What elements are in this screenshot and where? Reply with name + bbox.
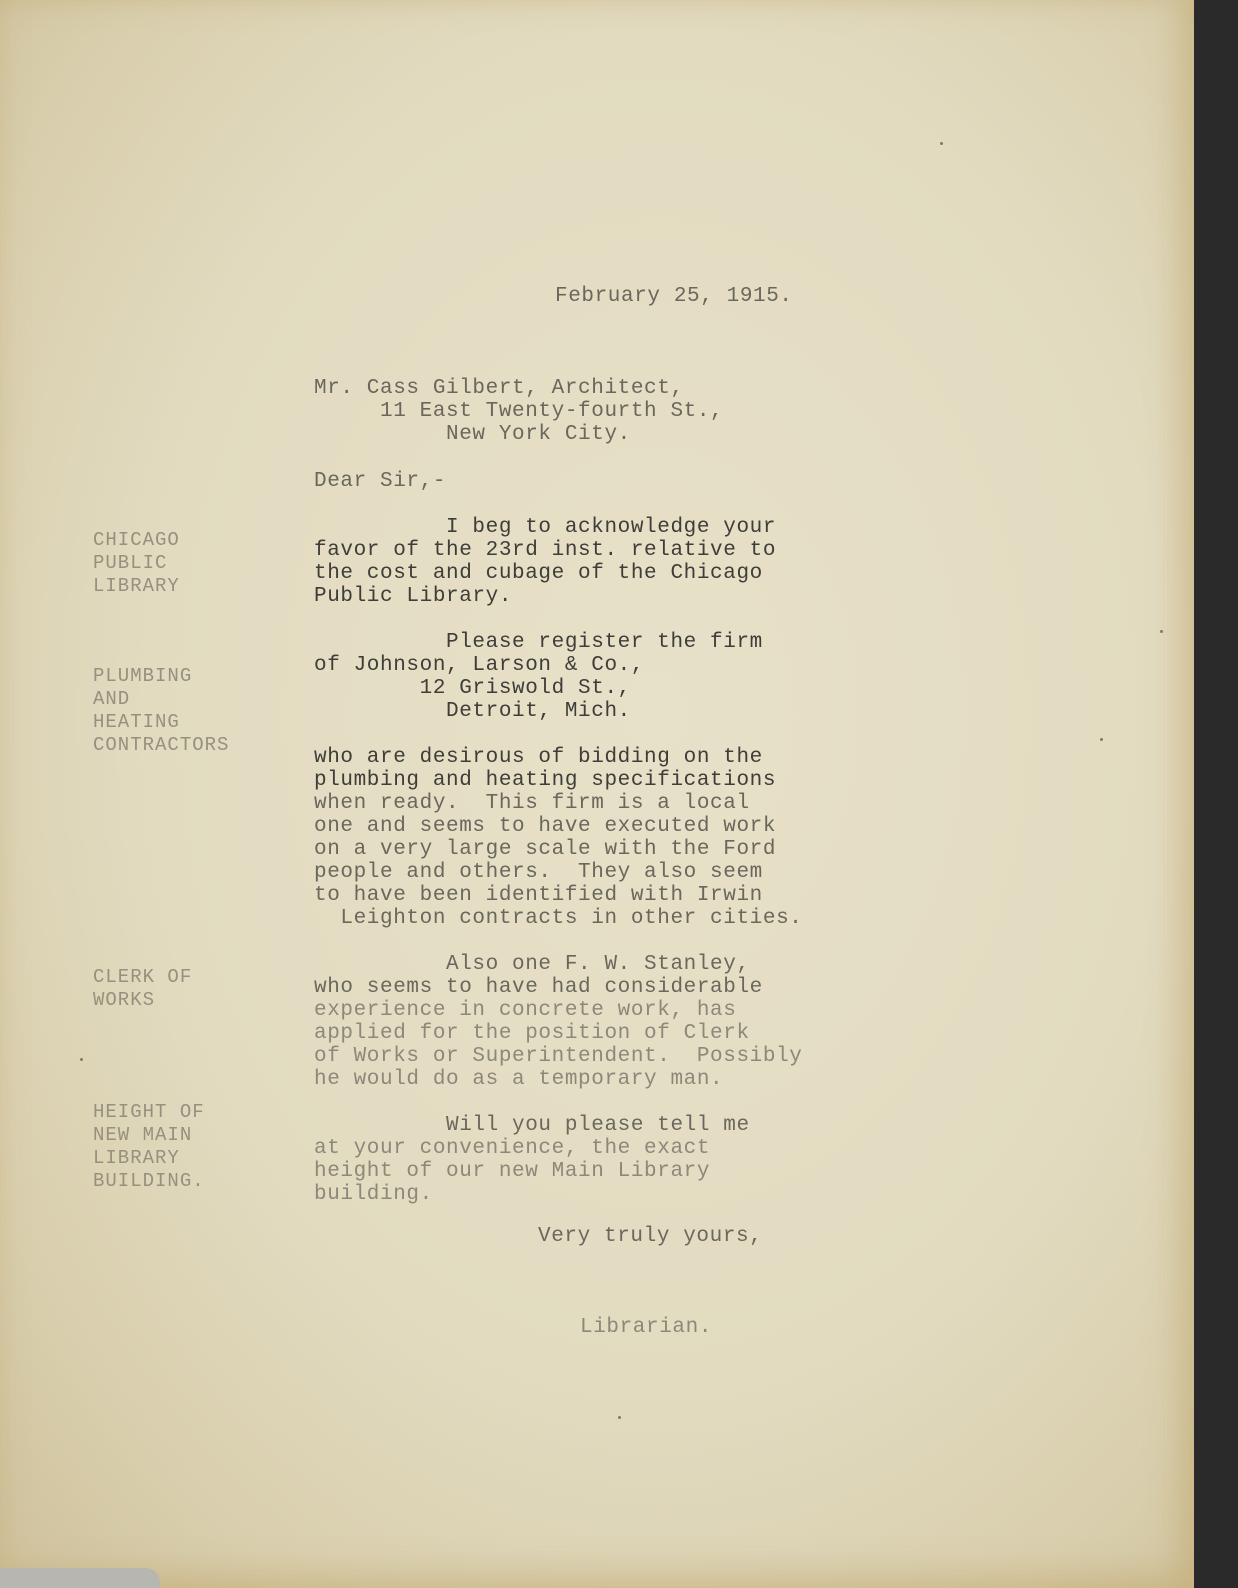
paper-speck bbox=[940, 142, 943, 145]
body-line: who seems to have had considerable bbox=[314, 976, 763, 999]
body-line: Please register the firm bbox=[314, 631, 763, 654]
margin-note-line: PLUMBING bbox=[93, 665, 193, 687]
body-line: people and others. They also seem bbox=[314, 861, 763, 884]
body-line: height of our new Main Library bbox=[314, 1160, 711, 1183]
body-line: at your convenience, the exact bbox=[314, 1137, 711, 1160]
body-line: building. bbox=[314, 1183, 433, 1206]
body-line: who are desirous of bidding on the bbox=[314, 746, 763, 769]
body-line: the cost and cubage of the Chicago bbox=[314, 562, 763, 585]
body-line: plumbing and heating specifications bbox=[314, 769, 777, 792]
body-line: Detroit, Mich. bbox=[314, 700, 631, 723]
margin-note-line: LIBRARY bbox=[93, 575, 180, 597]
margin-note-line: CONTRACTORS bbox=[93, 734, 230, 756]
margin-note-line: LIBRARY bbox=[93, 1147, 180, 1169]
body-line: Public Library. bbox=[314, 585, 513, 608]
body-line: one and seems to have executed work bbox=[314, 815, 777, 838]
letter-date: February 25, 1915. bbox=[555, 285, 793, 308]
margin-note-line: HEATING bbox=[93, 711, 180, 733]
body-line: 12 Griswold St., bbox=[314, 677, 631, 700]
body-line: I beg to acknowledge your bbox=[314, 516, 777, 539]
salutation: Dear Sir,- bbox=[314, 470, 447, 493]
signature-title: Librarian. bbox=[580, 1316, 713, 1339]
body-line: when ready. This firm is a local bbox=[314, 792, 750, 815]
paper-speck bbox=[618, 1416, 621, 1419]
margin-note-line: HEIGHT OF bbox=[93, 1101, 205, 1123]
paper-speck bbox=[80, 1058, 83, 1061]
body-line: to have been identified with Irwin bbox=[314, 884, 763, 907]
paper-speck bbox=[1160, 630, 1163, 633]
recipient-line: Mr. Cass Gilbert, Architect, bbox=[314, 377, 684, 400]
margin-note-line: AND bbox=[93, 688, 131, 710]
margin-note-line: CLERK OF bbox=[93, 966, 193, 988]
body-line: Leighton contracts in other cities. bbox=[314, 907, 803, 930]
recipient-line: 11 East Twenty-fourth St., bbox=[314, 400, 724, 423]
body-line: favor of the 23rd inst. relative to bbox=[314, 539, 777, 562]
scan-corner-shadow bbox=[0, 1568, 160, 1588]
body-line: Also one F. W. Stanley, bbox=[314, 953, 750, 976]
paper-speck bbox=[1100, 738, 1103, 741]
closing: Very truly yours, bbox=[538, 1225, 763, 1248]
scan-background-edge bbox=[1194, 0, 1238, 1588]
margin-note-line: PUBLIC bbox=[93, 552, 168, 574]
recipient-line: New York City. bbox=[314, 423, 631, 446]
body-line: applied for the position of Clerk bbox=[314, 1022, 750, 1045]
margin-note-line: CHICAGO bbox=[93, 529, 180, 551]
margin-note-line: NEW MAIN bbox=[93, 1124, 193, 1146]
body-line: of Works or Superintendent. Possibly bbox=[314, 1045, 803, 1068]
body-line: he would do as a temporary man. bbox=[314, 1068, 724, 1091]
margin-note-line: WORKS bbox=[93, 989, 156, 1011]
body-line: of Johnson, Larson & Co., bbox=[314, 654, 645, 677]
body-line: on a very large scale with the Ford bbox=[314, 838, 777, 861]
body-line: experience in concrete work, has bbox=[314, 999, 737, 1022]
margin-note-line: BUILDING. bbox=[93, 1170, 205, 1192]
body-line: Will you please tell me bbox=[314, 1114, 750, 1137]
